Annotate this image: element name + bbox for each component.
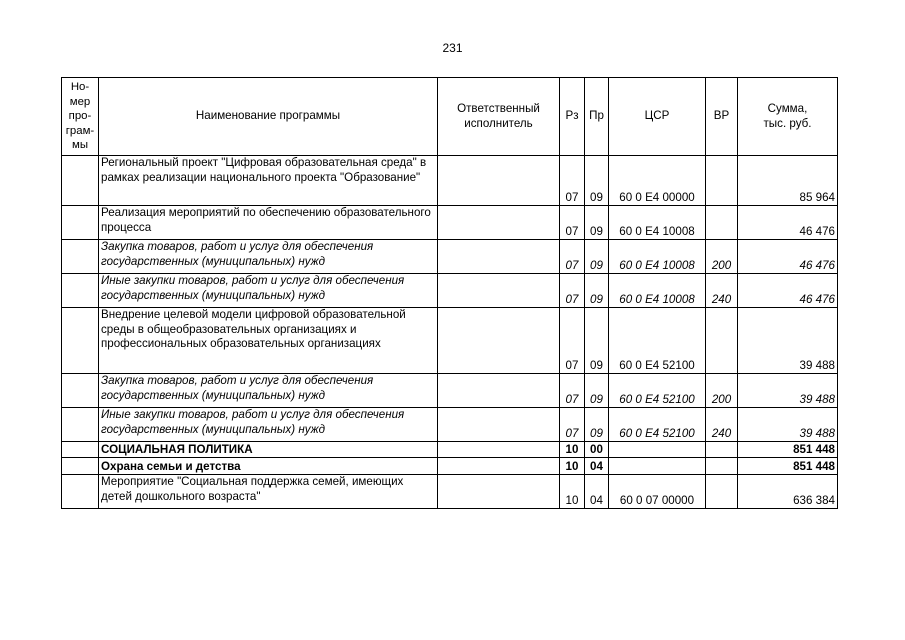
page-number: 231 [442,41,463,55]
header-vr: ВР [706,78,738,156]
cell-vr [706,206,738,240]
cell-responsible [438,240,560,274]
cell-program-name: Иные закупки товаров, работ и услуг для обеспечения государственных (муниципальных) нужд [99,274,438,308]
cell-responsible [438,475,560,509]
cell-program-name: Мероприятие "Социальная поддержка семей, имеющих детей дошкольного возраста" [99,475,438,509]
cell-csr: 60 0 Е4 10008 [609,206,706,240]
budget-table [61,77,838,509]
table-row [62,442,838,458]
header-rz: Рз [560,78,585,156]
cell-program-number [62,274,99,308]
header-sum: Сумма, тыс. руб. [738,78,838,156]
cell-rz: 07 [560,240,585,274]
cell-program-number [62,374,99,408]
cell-rz: 07 [560,206,585,240]
cell-csr: 60 0 Е4 52100 [609,408,706,442]
cell-pr: 09 [585,374,609,408]
cell-vr [706,308,738,374]
cell-program-number [62,206,99,240]
header-row [62,78,838,156]
cell-sum: 851 448 [738,458,838,475]
cell-csr: 60 0 07 00000 [609,475,706,509]
table-row [62,408,838,442]
cell-vr [706,156,738,206]
cell-csr [609,458,706,475]
cell-vr: 240 [706,408,738,442]
cell-csr: 60 0 Е4 52100 [609,374,706,408]
cell-sum: 46 476 [738,274,838,308]
cell-rz: 07 [560,156,585,206]
cell-responsible [438,274,560,308]
cell-sum: 39 488 [738,374,838,408]
header-pr: Пр [585,78,609,156]
cell-vr: 240 [706,274,738,308]
cell-pr: 09 [585,240,609,274]
cell-rz: 10 [560,475,585,509]
cell-vr: 200 [706,374,738,408]
table-row [62,206,838,240]
table-row [62,240,838,274]
cell-program-number [62,458,99,475]
table-row [62,274,838,308]
cell-sum: 46 476 [738,240,838,274]
cell-responsible [438,156,560,206]
table-row [62,475,838,509]
cell-csr [609,442,706,458]
cell-rz: 07 [560,374,585,408]
cell-program-number [62,156,99,206]
cell-program-name: СОЦИАЛЬНАЯ ПОЛИТИКА [99,442,438,458]
cell-sum: 39 488 [738,308,838,374]
cell-pr: 04 [585,475,609,509]
header-program-name: Наименование программы [99,78,438,156]
table-row [62,458,838,475]
table-row [62,308,838,374]
table-row [62,374,838,408]
cell-program-name: Закупка товаров, работ и услуг для обеспечения государственных (муниципальных) нужд [99,240,438,274]
cell-rz: 07 [560,408,585,442]
cell-responsible [438,374,560,408]
cell-csr: 60 0 Е4 00000 [609,156,706,206]
table-row [62,156,838,206]
cell-responsible [438,206,560,240]
cell-responsible [438,308,560,374]
cell-csr: 60 0 Е4 52100 [609,308,706,374]
cell-program-name: Охрана семьи и детства [99,458,438,475]
cell-sum: 636 384 [738,475,838,509]
cell-pr: 09 [585,308,609,374]
cell-pr: 09 [585,408,609,442]
cell-program-name: Закупка товаров, работ и услуг для обеспечения государственных (муниципальных) нужд [99,374,438,408]
cell-vr [706,458,738,475]
cell-sum: 85 964 [738,156,838,206]
cell-pr: 09 [585,156,609,206]
cell-sum: 46 476 [738,206,838,240]
cell-program-number [62,408,99,442]
cell-vr [706,442,738,458]
cell-rz: 10 [560,458,585,475]
cell-pr: 00 [585,442,609,458]
header-csr: ЦСР [609,78,706,156]
header-responsible: Ответственный исполнитель [438,78,560,156]
cell-rz: 10 [560,442,585,458]
cell-responsible [438,458,560,475]
cell-program-name: Внедрение целевой модели цифровой образовательной среды в общеобразовательных организациях и профессиональных образовательных организациях [99,308,438,374]
cell-csr: 60 0 Е4 10008 [609,274,706,308]
cell-responsible [438,408,560,442]
cell-responsible [438,442,560,458]
cell-sum: 851 448 [738,442,838,458]
cell-program-number [62,240,99,274]
cell-pr: 09 [585,206,609,240]
cell-program-number [62,308,99,374]
cell-sum: 39 488 [738,408,838,442]
cell-pr: 09 [585,274,609,308]
cell-vr [706,475,738,509]
cell-rz: 07 [560,274,585,308]
cell-vr: 200 [706,240,738,274]
cell-program-number [62,475,99,509]
header-program-number: Но- мер про- грам- мы [62,78,99,156]
cell-pr: 04 [585,458,609,475]
cell-program-name: Реализация мероприятий по обеспечению образовательного процесса [99,206,438,240]
cell-program-name: Иные закупки товаров, работ и услуг для обеспечения государственных (муниципальных) нужд [99,408,438,442]
cell-rz: 07 [560,308,585,374]
cell-program-number [62,442,99,458]
cell-csr: 60 0 Е4 10008 [609,240,706,274]
cell-program-name: Региональный проект "Цифровая образовательная среда" в рамках реализации национального проекта "Образование" [99,156,438,206]
